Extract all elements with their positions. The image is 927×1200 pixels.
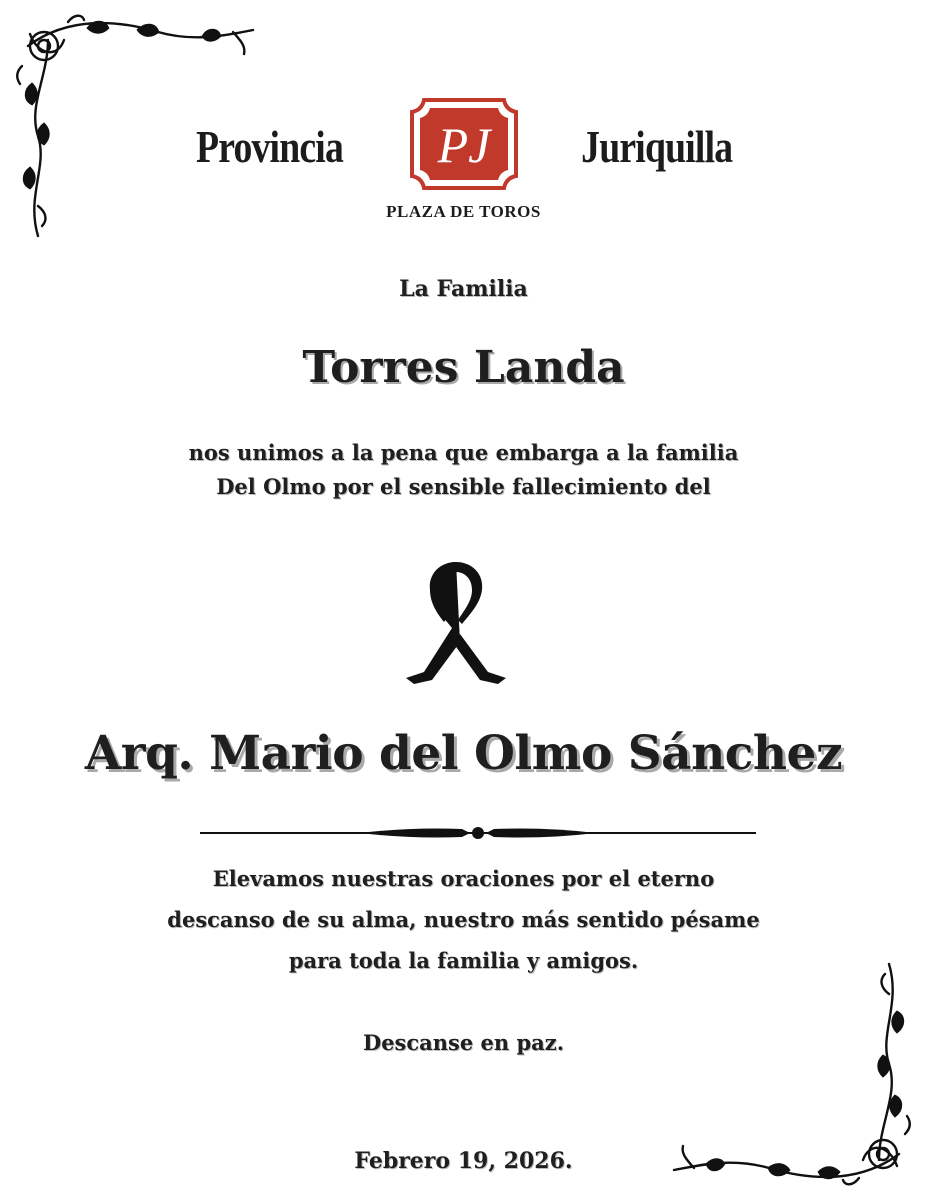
condolence-message: [0, 436, 927, 504]
family-name: Torres Landa: [302, 342, 625, 393]
deceased-name: Arq. Mario del Olmo Sánchez: [84, 726, 843, 781]
ornamental-divider: [200, 822, 756, 844]
prayer-line: descanso de su alma, nuestro más sentido pésame: [167, 907, 760, 932]
notice-date: Febrero 19, 2026.: [354, 1148, 573, 1174]
mourning-ribbon-icon: [400, 556, 512, 686]
prayer-message: [0, 858, 927, 981]
message-line: nos unimos a la pena que embarga a la familia: [188, 440, 739, 465]
message-line: Del Olmo por el sensible fallecimiento del: [216, 474, 711, 499]
logo-badge-icon: [406, 92, 522, 196]
logo-badge-text: PJ: [437, 117, 491, 173]
prayer-line: para toda la familia y amigos.: [288, 948, 639, 973]
intro-text: La Familia: [399, 276, 528, 302]
closing-text: Descanse en paz.: [362, 1030, 565, 1055]
logo-subtitle: PLAZA DE TOROS: [386, 202, 541, 221]
logo-word-right: Juriquilla: [580, 121, 732, 172]
logo-word-left: Provincia: [196, 121, 343, 172]
prayer-line: Elevamos nuestras oraciones por el eterno: [212, 866, 715, 891]
logo: [0, 92, 927, 232]
